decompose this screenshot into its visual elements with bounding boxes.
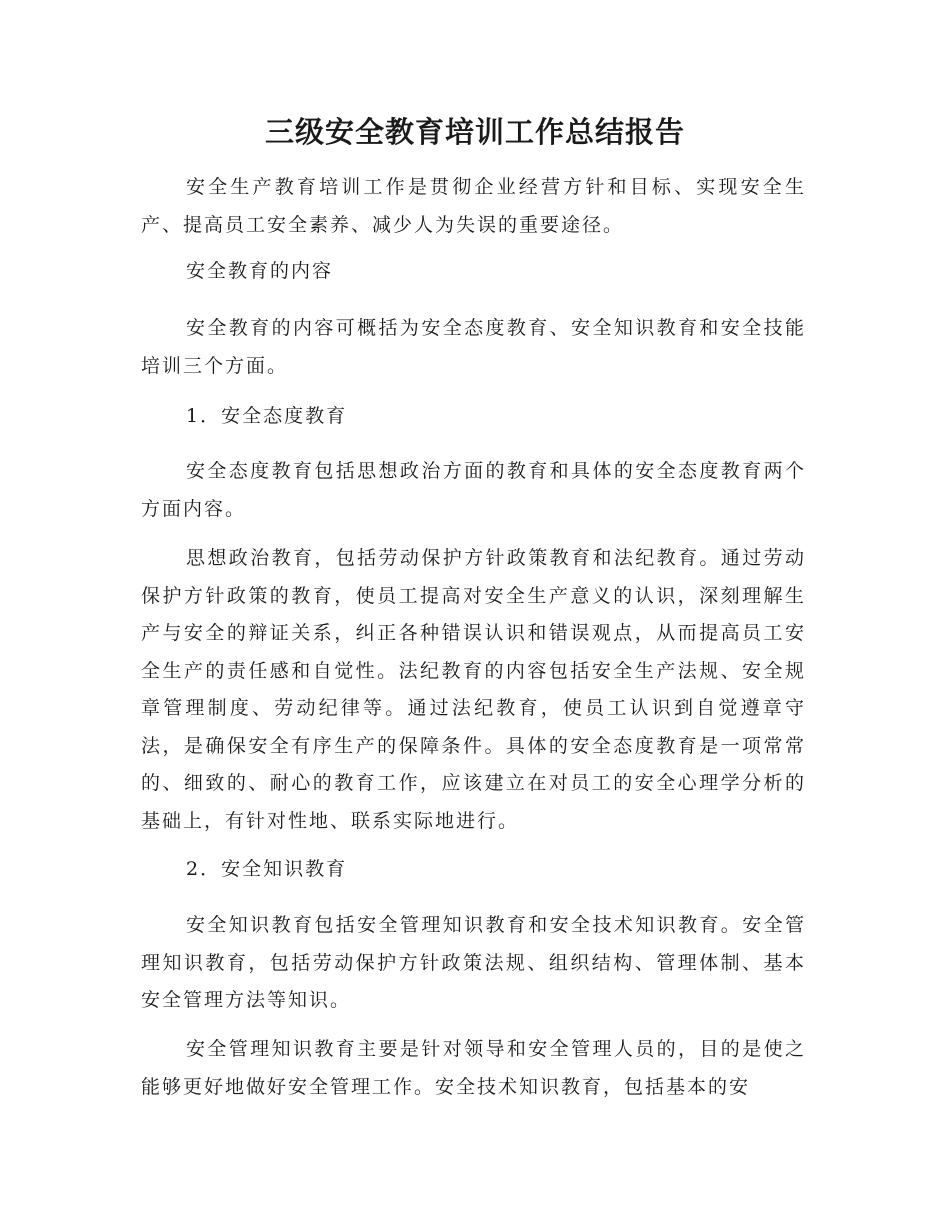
paragraph-intro: 安全生产教育培训工作是贯彻企业经营方针和目标、实现安全生产、提高员工安全素养、减少人为失误的重要途径。: [141, 176, 806, 236]
section-heading-attitude: 1．安全态度教育: [186, 405, 348, 427]
paragraph-content-overview: 安全教育的内容可概括为安全态度教育、安全知识教育和安全技能培训三个方面。: [141, 317, 806, 377]
paragraph-knowledge-overview: 安全知识教育包括安全管理知识教育和安全技术知识教育。安全管理知识教育，包括劳动保护方针政策法规、组织结构、管理体制、基本安全管理方法等知识。: [141, 914, 806, 1011]
section-heading-content: 安全教育的内容: [186, 260, 334, 282]
paragraph-management-knowledge: 安全管理知识教育主要是针对领导和安全管理人员的，目的是使之能够更好地做好安全管理工作。安全技术知识教育，包括基本的安: [141, 1038, 806, 1098]
paragraph-attitude-overview: 安全态度教育包括思想政治方面的教育和具体的安全态度教育两个方面内容。: [141, 460, 806, 520]
section-heading-knowledge: 2．安全知识教育: [186, 858, 348, 880]
document-title: 三级安全教育培训工作总结报告: [264, 115, 685, 149]
paragraph-political-education: 思想政治教育，包括劳动保护方针政策教育和法纪教育。通过劳动保护方针政策的教育，使员工提高对安全生产意义的认识，深刻理解生产与安全的辩证关系，纠正各种错误认识和错误观点，从而提高员工安全生产的责任感和自觉性。法纪教育的内容包括安全生产法规、安全规章管理制度、劳动纪律等。通过法纪教育，使员工认识到自觉遵章守法，是确保安全有序生产的保障条件。具体的安全态度教育是一项常常的、细致的、耐心的教育工作，应该建立在对员工的安全心理学分析的基础上，有针对性地、联系实际地进行。: [141, 547, 806, 832]
